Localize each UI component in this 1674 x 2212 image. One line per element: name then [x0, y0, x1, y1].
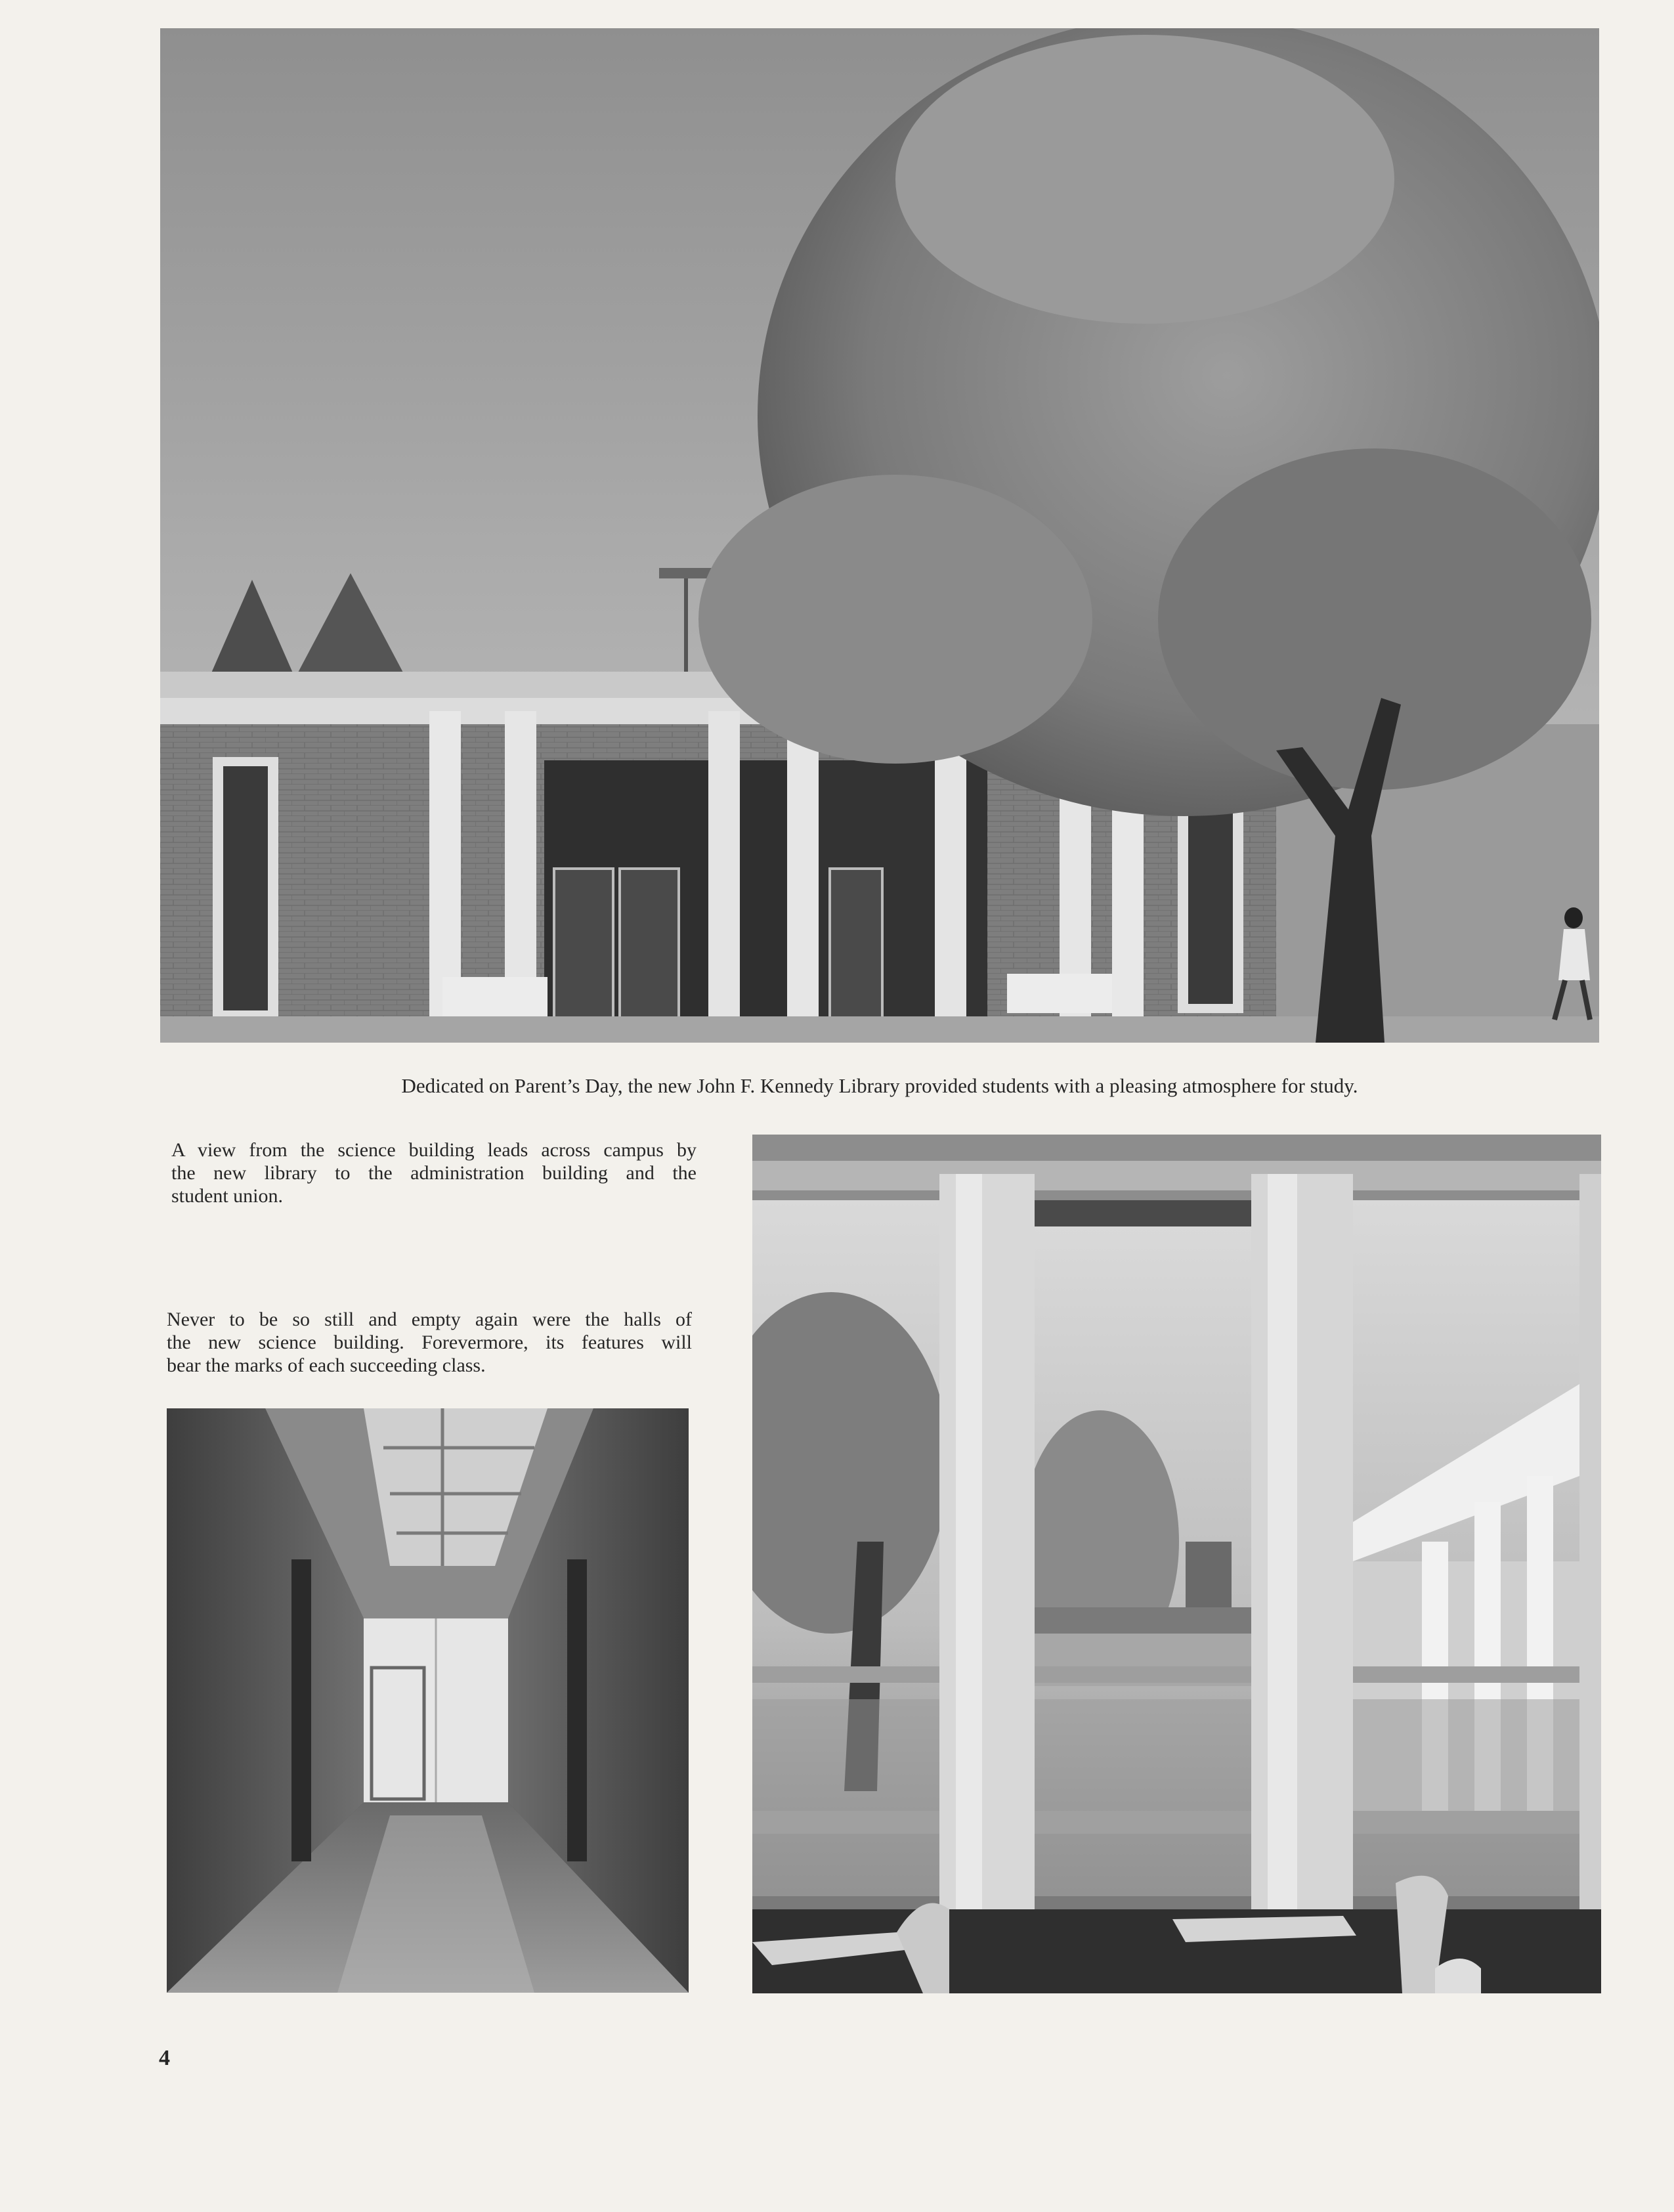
caption-line: the new science building. Forevermore, its features will — [167, 1332, 692, 1353]
caption-line: A view from the science building leads across campus by — [171, 1139, 697, 1161]
campus-view-caption — [171, 1139, 697, 1207]
hallway-photo — [167, 1408, 689, 1993]
library-caption: Dedicated on Parent’s Day, the new John F. Kennedy Library provided students with a pleasing atmosphere for study. — [401, 1074, 1358, 1097]
page-number: 4 — [159, 2046, 170, 2070]
caption-line: student union. — [171, 1185, 283, 1207]
library-photo — [160, 28, 1599, 1043]
classroom-windows-photo — [752, 1135, 1601, 1993]
caption-line: bear the marks of each succeeding class. — [167, 1355, 486, 1376]
caption-line: Never to be so still and empty again were the halls of — [167, 1309, 692, 1330]
caption-line: the new library to the administration building and the — [171, 1162, 697, 1184]
science-building-caption — [167, 1308, 692, 1377]
